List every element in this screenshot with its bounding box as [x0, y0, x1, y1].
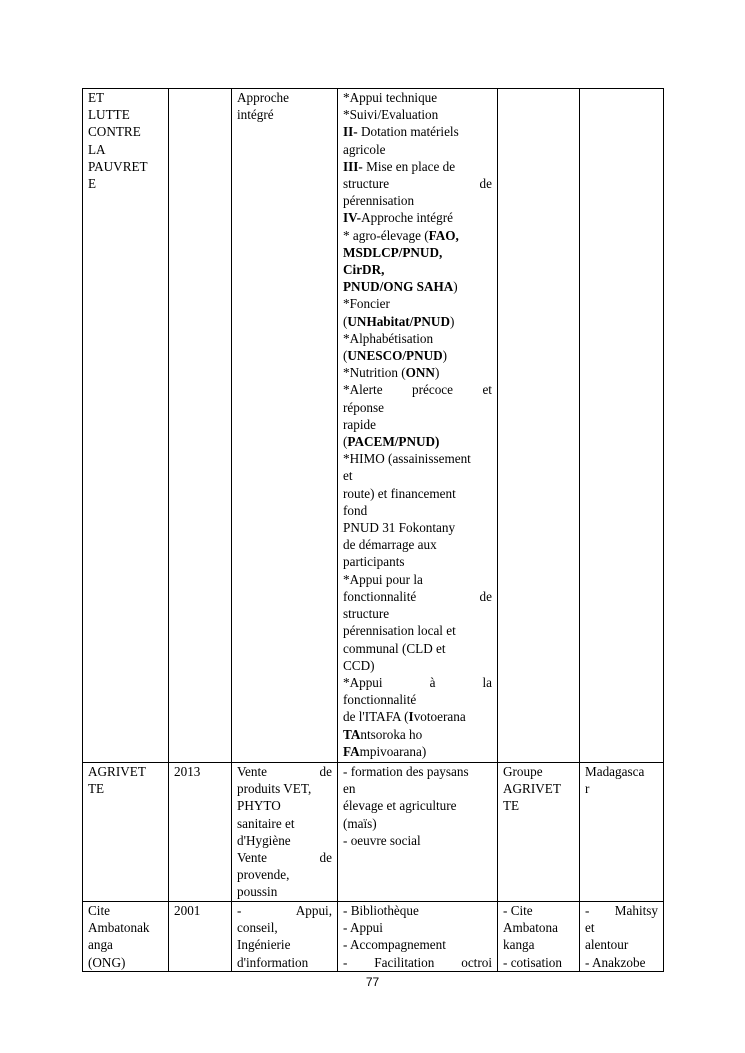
text-line: pérennisation local et [343, 623, 456, 639]
text-line: (UNHabitat/PNUD) [343, 313, 455, 329]
text-line: CirDR, [343, 262, 385, 278]
text-line: provende, [237, 867, 290, 883]
text-line: LA [88, 141, 106, 157]
text-line: Ambatona [503, 920, 558, 936]
text-line: LUTTE [88, 107, 130, 123]
text-line: *Nutrition (ONN) [343, 365, 440, 381]
cell-organization [83, 763, 169, 902]
text-line: *Appui pour la [343, 571, 423, 587]
page-number: 77 [365, 975, 380, 989]
text-line: (maïs) [343, 815, 377, 831]
text-line: - cotisation [503, 954, 562, 970]
text-line: kanga [503, 937, 535, 953]
cell-organization [83, 89, 169, 763]
cell-year [169, 902, 232, 972]
text-line: 2013 [174, 764, 201, 779]
text-line: IV-Approche intégré [343, 210, 453, 226]
text-line: *Appui technique [343, 90, 438, 105]
text-line: 2001 [174, 903, 201, 918]
text-line: Groupe [503, 764, 543, 779]
text-line: route) et financement [343, 485, 456, 501]
cell-domain [232, 902, 338, 972]
text-line: TE [88, 781, 105, 797]
text-line: réponse [343, 399, 385, 415]
text-line: de l'ITAFA (Ivotoerana [343, 709, 466, 725]
text-line: *Alerte précoce et [343, 382, 492, 398]
text-line: poussin [237, 884, 278, 900]
text-line: communal (CLD et [343, 640, 446, 656]
text-line: d'information [237, 954, 309, 970]
table-row [83, 763, 664, 902]
text-line: - Anakzobe [585, 954, 646, 970]
text-line: - formation des paysans [343, 764, 469, 779]
text-line: ET [88, 90, 105, 105]
text-line: conseil, [237, 920, 278, 936]
text-line: CCD) [343, 657, 375, 673]
cell-activities [338, 902, 498, 972]
text-line: TAntsoroka ho [343, 726, 423, 742]
text-line: fonctionnalité de [343, 588, 492, 604]
cell-partners [498, 763, 580, 902]
cell-partners [498, 89, 580, 763]
text-line: rapide [343, 416, 376, 432]
text-line: Ingénierie [237, 937, 291, 953]
text-line: * agro-élevage (FAO, [343, 227, 459, 243]
cell-year [169, 763, 232, 902]
text-line: FAmpivoarana) [343, 743, 427, 759]
text-line: TE [503, 798, 520, 814]
cell-organization [83, 902, 169, 972]
text-line: PHYTO [237, 798, 281, 814]
text-line: structure de [343, 176, 492, 192]
text-line: E [88, 176, 97, 192]
cell-year [169, 89, 232, 763]
text-line: Vente de [237, 764, 332, 779]
cell-activities [338, 89, 498, 763]
cell-domain [232, 763, 338, 902]
text-line: structure [343, 606, 390, 622]
text-line: CONTRE [88, 124, 141, 140]
text-line: - Facilitation octroi [343, 954, 492, 970]
text-line: - Appui [343, 920, 383, 936]
text-line: (UNESCO/PNUD) [343, 348, 448, 364]
text-line: fond [343, 502, 368, 518]
text-line: Approche [237, 90, 289, 105]
text-line: et [585, 920, 595, 936]
data-table [82, 88, 664, 972]
cell-partners [498, 902, 580, 972]
cell-activities [338, 763, 498, 902]
text-line: fonctionnalité [343, 692, 417, 708]
text-line: III- Mise en place de [343, 158, 456, 174]
text-line: Madagasca [585, 764, 645, 779]
cell-zone [580, 763, 664, 902]
text-line: II- Dotation matériels [343, 124, 459, 140]
text-line: AGRIVET [503, 781, 561, 797]
text-line: *HIMO (assainissement [343, 451, 471, 467]
text-line: agricole [343, 141, 386, 157]
cell-zone [580, 89, 664, 763]
text-line: alentour [585, 937, 629, 953]
text-line: *Alphabétisation [343, 330, 434, 346]
text-line: produits VET, [237, 781, 312, 797]
text-line: - Bibliothèque [343, 903, 419, 918]
text-line: PNUD 31 Fokontany [343, 520, 456, 536]
text-line: - oeuvre social [343, 832, 421, 848]
text-line: - Appui, [237, 903, 332, 918]
text-line: et [343, 468, 353, 484]
text-line: Ambatonak [88, 920, 150, 936]
text-line: - Cite [503, 903, 533, 918]
text-line: Cite [88, 903, 110, 918]
text-line: Vente de [237, 850, 332, 866]
text-line: PNUD/ONG SAHA) [343, 279, 458, 295]
text-line: intégré [237, 107, 274, 123]
text-line: participants [343, 554, 405, 570]
text-line: de démarrage aux [343, 537, 437, 553]
text-line: r [585, 781, 590, 797]
text-line: AGRIVET [88, 764, 146, 779]
text-line: d'Hygiène [237, 832, 291, 848]
text-line: MSDLCP/PNUD, [343, 244, 443, 260]
text-line: élevage et agriculture [343, 798, 457, 814]
cell-zone [580, 902, 664, 972]
text-line: (PACEM/PNUD) [343, 434, 440, 450]
text-line: (ONG) [88, 954, 126, 970]
text-line: anga [88, 937, 113, 953]
text-line: PAUVRET [88, 158, 148, 174]
cell-domain [232, 89, 338, 763]
table-row [83, 902, 664, 972]
text-line: - Mahitsy [585, 903, 658, 918]
text-line: *Foncier [343, 296, 390, 312]
text-line: sanitaire et [237, 815, 295, 831]
text-line: *Appui à la [343, 674, 492, 690]
text-line: en [343, 781, 356, 797]
table-row [83, 89, 664, 763]
text-line: pérennisation [343, 193, 415, 209]
text-line: - Accompagnement [343, 937, 446, 953]
text-line: *Suivi/Evaluation [343, 107, 439, 123]
